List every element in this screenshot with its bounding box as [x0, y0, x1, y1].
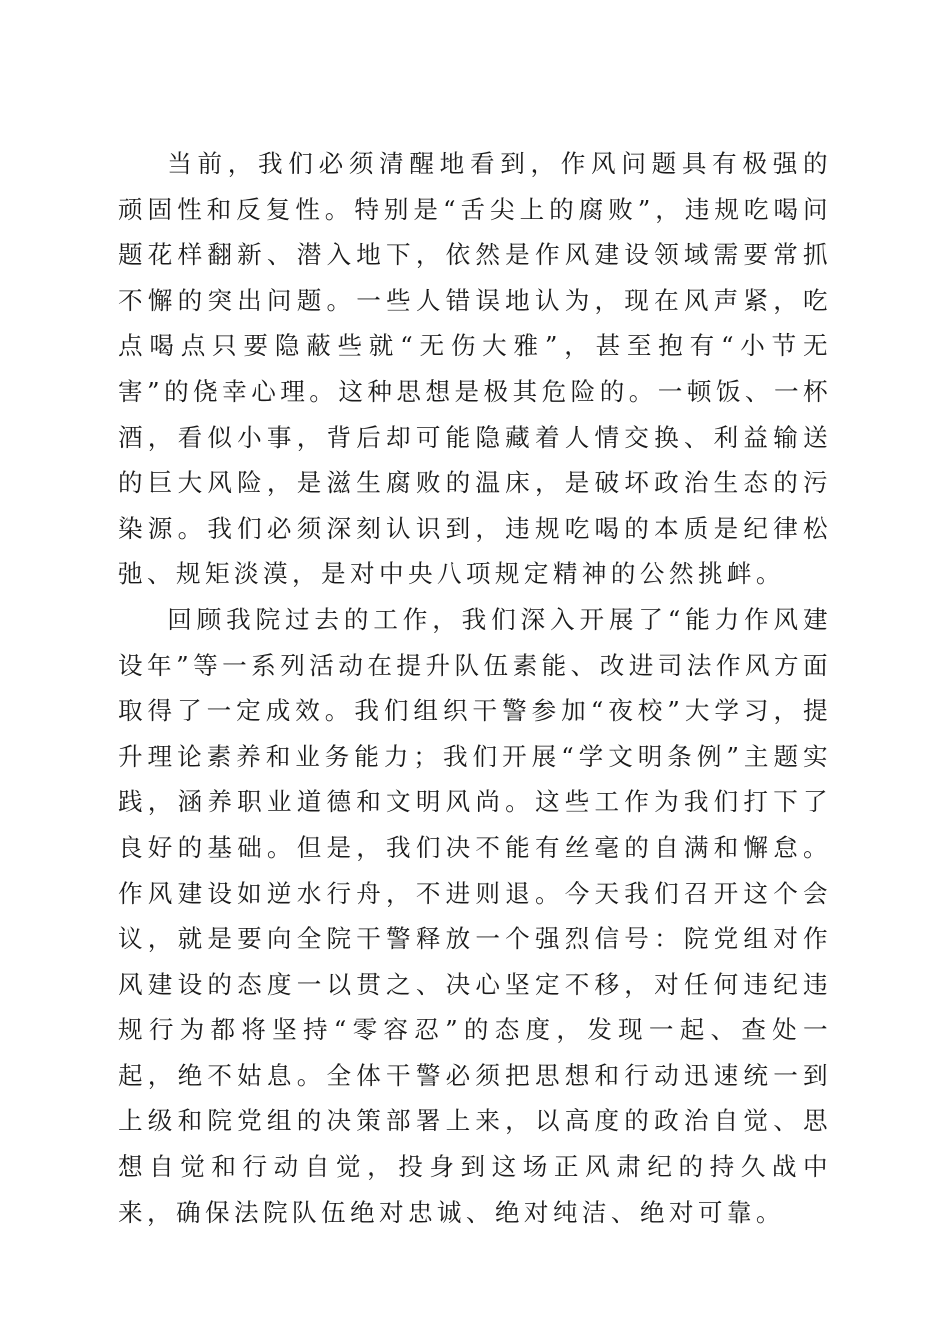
paragraph-2: 回顾我院过去的工作，我们深入开展了“能力作风建设年”等一系列活动在提升队伍素能、改进司法作风方面取得了一定成效。我们组织干警参加“夜校”大学习，提升理论素养和业务能力；我们开展“学文明条例”主题实践，涵养职业道德和文明风尚。这些工作为我们打下了良好的基础。但是，我们决不能有丝毫的自满和懈怠。作风建设如逆水行舟，不进则退。今天我们召开这个会议，就是要向全院干警释放一个强烈信号：院党组对作风建设的态度一以贯之、决心坚定不移，对任何违纪违规行为都将坚持“零容忍”的态度，发现一起、查处一起，绝不姑息。全体干警必须把思想和行动迅速统一到上级和院党组的决策部署上来，以高度的政治自觉、思想自觉和行动自觉，投身到这场正风肃纪的持久战中来，确保法院队伍绝对忠诚、绝对纯洁、绝对可靠。 [118, 604, 832, 1227]
document-body [118, 141, 832, 1235]
paragraph-1: 当前，我们必须清醒地看到，作风问题具有极强的顽固性和反复性。特别是“舌尖上的腐败”，违规吃喝问题花样翻新、潜入地下，依然是作风建设领域需要常抓不懈的突出问题。一些人错误地认为，现在风声紧，吃点喝点只要隐蔽些就“无伤大雅”，甚至抱有“小节无害”的侥幸心理。这种思想是极其危险的。一顿饭、一杯酒，看似小事，背后却可能隐藏着人情交换、利益输送的巨大风险，是滋生腐败的温床，是破坏政治生态的污染源。我们必须深刻认识到，违规吃喝的本质是纪律松弛、规矩淡漠，是对中央八项规定精神的公然挑衅。 [118, 149, 832, 589]
